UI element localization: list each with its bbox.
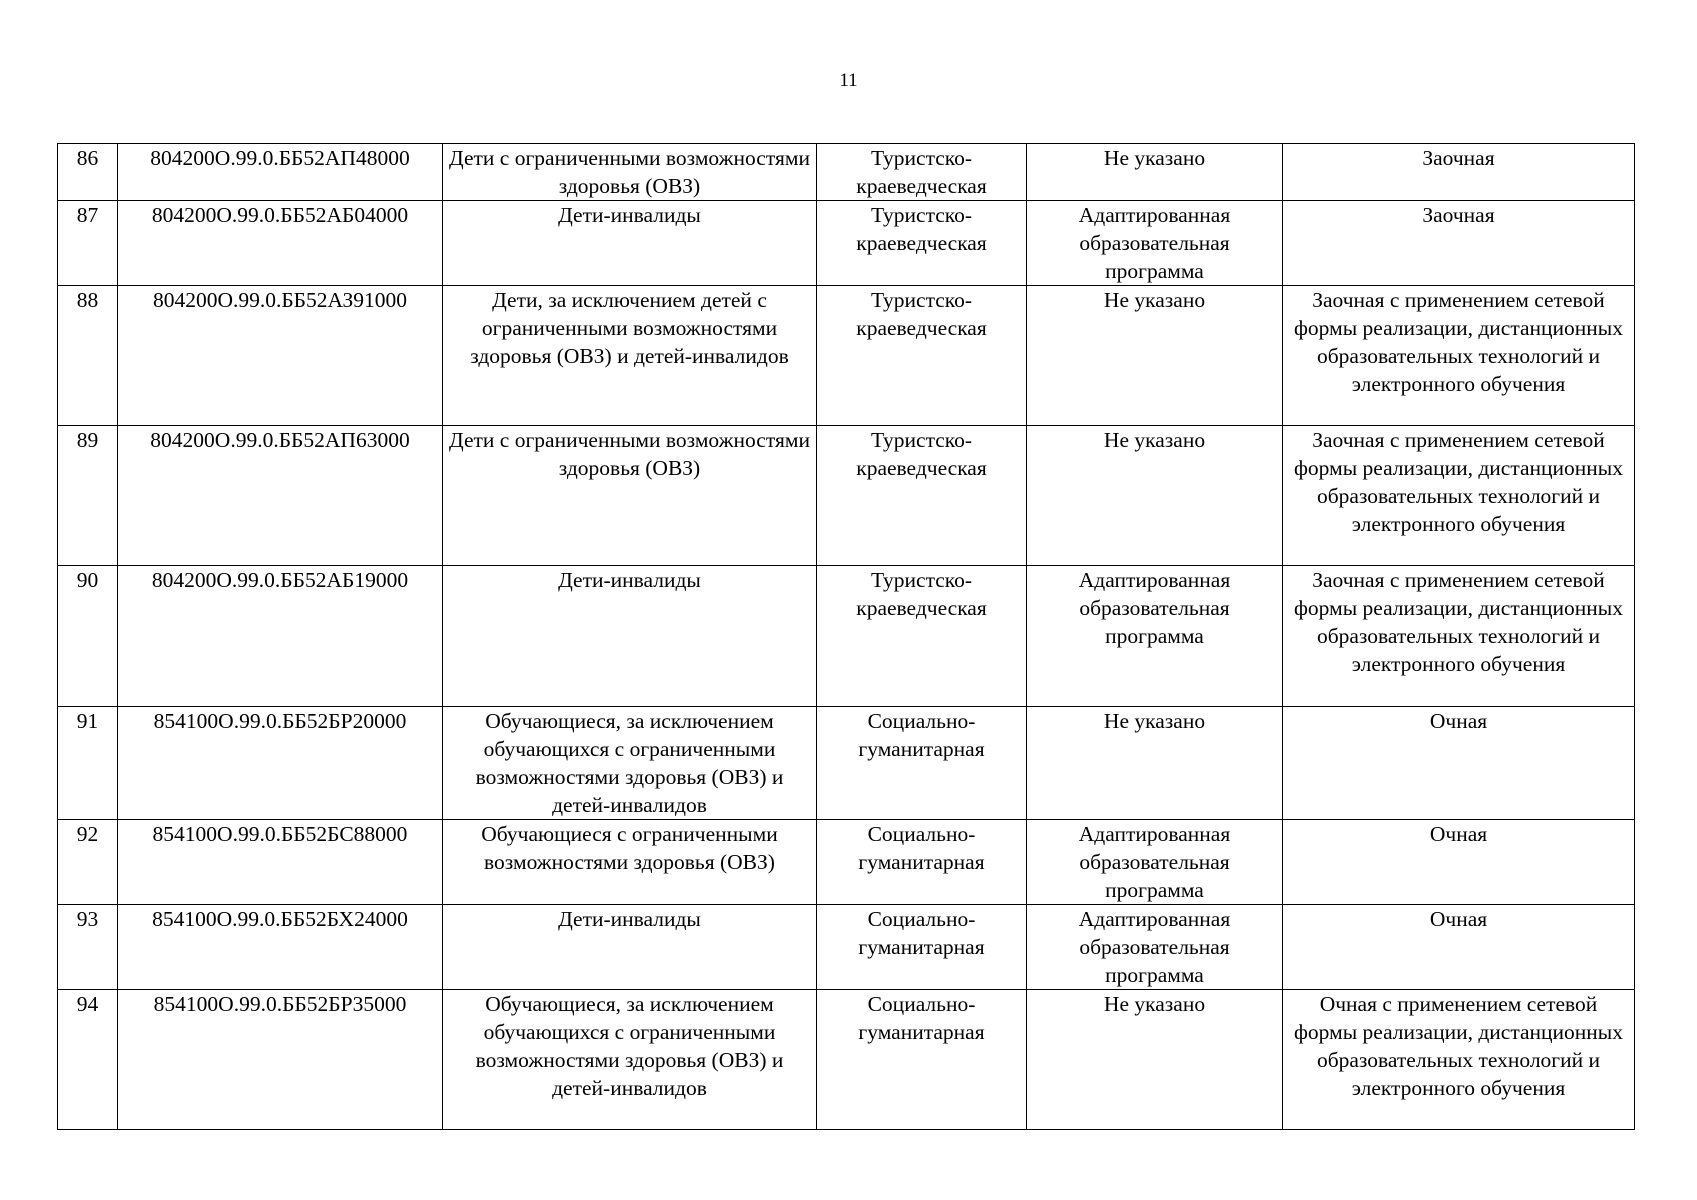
row-number: 88 [58, 286, 118, 426]
consumer-category: Обучающиеся, за исключением обучающихся с ограниченными возможностями здоровья (ОВЗ) и детей-инвалидов [443, 990, 817, 1130]
registry-code: 804200О.99.0.ББ52АЗ91000 [118, 286, 443, 426]
program-type: Не указано [1027, 426, 1283, 566]
consumer-category: Обучающиеся с ограниченными возможностями здоровья (ОВЗ) [443, 820, 817, 905]
education-form: Очная с применением сетевой формы реализации, дистанционных образовательных технологий и электронного обучения [1283, 990, 1635, 1130]
education-form: Заочная [1283, 201, 1635, 286]
table-row [58, 286, 1635, 426]
row-number: 86 [58, 144, 118, 201]
education-form: Заочная с применением сетевой формы реализации, дистанционных образовательных технологий и электронного обучения [1283, 286, 1635, 426]
registry-table [57, 143, 1635, 1130]
program-type: Адаптированная образовательная программа [1027, 201, 1283, 286]
row-number: 90 [58, 566, 118, 707]
table-row [58, 905, 1635, 990]
education-form: Заочная с применением сетевой формы реализации, дистанционных образовательных технологий и электронного обучения [1283, 566, 1635, 707]
education-form: Очная [1283, 707, 1635, 820]
registry-code: 804200О.99.0.ББ52АБ04000 [118, 201, 443, 286]
row-number: 91 [58, 707, 118, 820]
consumer-category: Дети с ограниченными возможностями здоровья (ОВЗ) [443, 426, 817, 566]
program-type: Адаптированная образовательная программа [1027, 566, 1283, 707]
program-direction: Туристско-краеведческая [817, 201, 1027, 286]
consumer-category: Обучающиеся, за исключением обучающихся с ограниченными возможностями здоровья (ОВЗ) и детей-инвалидов [443, 707, 817, 820]
table-row [58, 144, 1635, 201]
consumer-category: Дети-инвалиды [443, 566, 817, 707]
registry-code: 854100О.99.0.ББ52БР20000 [118, 707, 443, 820]
row-number: 89 [58, 426, 118, 566]
row-number: 94 [58, 990, 118, 1130]
row-number: 87 [58, 201, 118, 286]
program-type: Адаптированная образовательная программа [1027, 820, 1283, 905]
row-number: 93 [58, 905, 118, 990]
program-type: Не указано [1027, 707, 1283, 820]
consumer-category: Дети с ограниченными возможностями здоровья (ОВЗ) [443, 144, 817, 201]
program-direction: Социально-гуманитарная [817, 905, 1027, 990]
program-type: Не указано [1027, 990, 1283, 1130]
table-row [58, 201, 1635, 286]
program-direction: Социально-гуманитарная [817, 707, 1027, 820]
registry-code: 854100О.99.0.ББ52БС88000 [118, 820, 443, 905]
program-direction: Социально-гуманитарная [817, 820, 1027, 905]
consumer-category: Дети, за исключением детей с ограниченными возможностями здоровья (ОВЗ) и детей-инвалидов [443, 286, 817, 426]
consumer-category: Дети-инвалиды [443, 201, 817, 286]
table-row [58, 566, 1635, 707]
program-direction: Туристско-краеведческая [817, 144, 1027, 201]
program-direction: Туристско-краеведческая [817, 566, 1027, 707]
program-direction: Туристско-краеведческая [817, 426, 1027, 566]
page-number: 11 [839, 70, 858, 91]
program-type: Адаптированная образовательная программа [1027, 905, 1283, 990]
education-form: Заочная [1283, 144, 1635, 201]
table-row [58, 707, 1635, 820]
education-form: Очная [1283, 905, 1635, 990]
education-form: Очная [1283, 820, 1635, 905]
education-form: Заочная с применением сетевой формы реализации, дистанционных образовательных технологий и электронного обучения [1283, 426, 1635, 566]
program-direction: Туристско-краеведческая [817, 286, 1027, 426]
registry-code: 804200О.99.0.ББ52АП63000 [118, 426, 443, 566]
table-row [58, 426, 1635, 566]
row-number: 92 [58, 820, 118, 905]
registry-code: 804200О.99.0.ББ52АП48000 [118, 144, 443, 201]
program-direction: Социально-гуманитарная [817, 990, 1027, 1130]
registry-code: 854100О.99.0.ББ52БР35000 [118, 990, 443, 1130]
registry-code: 804200О.99.0.ББ52АБ19000 [118, 566, 443, 707]
program-type: Не указано [1027, 286, 1283, 426]
table-row [58, 990, 1635, 1130]
consumer-category: Дети-инвалиды [443, 905, 817, 990]
registry-code: 854100О.99.0.ББ52БХ24000 [118, 905, 443, 990]
program-type: Не указано [1027, 144, 1283, 201]
table-row [58, 820, 1635, 905]
